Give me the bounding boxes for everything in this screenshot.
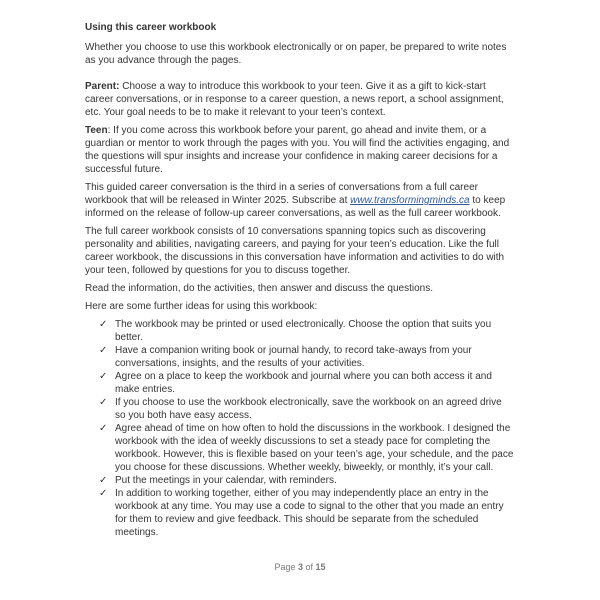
checkmark-icon: ✓ — [99, 475, 108, 486]
footer-word-of: of — [303, 562, 316, 572]
checklist-item — [85, 487, 515, 539]
checkmark-icon: ✓ — [99, 319, 108, 330]
read-paragraph — [85, 282, 515, 295]
series-paragraph-text-before: This guided career conversation is the third in a series of conversations from a full career workbook that will be released in Winter 2025. Subscribe at — [85, 182, 478, 206]
checkmark-icon: ✓ — [99, 423, 108, 434]
footer-page-number: 3 — [297, 562, 303, 572]
parent-lead-label: Parent: — [85, 81, 120, 92]
parent-paragraph — [85, 80, 515, 119]
ideas-intro-paragraph — [85, 300, 515, 313]
checkmark-icon: ✓ — [99, 345, 108, 356]
checklist-item — [85, 370, 515, 396]
checklist-item-text: In addition to working together, either of you may independently place an entry in the workbook at any time. You may use a code to signal to the other that you made an entry for them to review and give feedback. This should be separate from the scheduled meetings. — [115, 488, 504, 538]
checklist-item — [85, 344, 515, 370]
checklist-item — [85, 422, 515, 474]
checklist-item-text: If you choose to use the workbook electronically, save the workbook on an agreed drive so you both have easy access. — [115, 397, 502, 421]
section-heading: Using this career workbook — [85, 22, 217, 33]
ideas-intro-text: Here are some further ideas for using this workbook: — [85, 301, 318, 312]
document-body — [85, 21, 515, 539]
footer-page-total: 15 — [315, 562, 326, 572]
footer-word-page: Page — [274, 562, 298, 572]
checklist-item — [85, 396, 515, 422]
series-paragraph — [85, 181, 515, 220]
checklist-item-text: Put the meetings in your calendar, with reminders. — [115, 475, 337, 486]
transformingminds-link[interactable]: www.transformingminds.ca — [350, 195, 470, 206]
full-workbook-paragraph-text: The full career workbook consists of 10 conversations spanning topics such as discovering personality and abilities, navigating careers, and paying for your teen’s education. Like the full career workbook, the discussions in this conversation have information and activities to do with your teen, followed by questions for you to discuss together. — [85, 226, 505, 276]
teen-paragraph-text: : If you come across this workbook before your parent, go ahead and invite them, or a guardian or mentor to work through the pages with you. You will find the activities engaging, and the questions will spur insights and increase your confidence in making career decisions for a successful future. — [85, 125, 510, 175]
teen-paragraph — [85, 124, 515, 176]
checklist-item-text: The workbook may be printed or used electronically. Choose the option that suits you better. — [115, 319, 492, 343]
intro-paragraph-text: Whether you choose to use this workbook electronically or on paper, be prepared to write notes as you advance through the pages. — [85, 42, 507, 66]
teen-lead-label: Teen — [85, 125, 108, 136]
full-workbook-paragraph — [85, 225, 515, 277]
checkmark-icon: ✓ — [99, 397, 108, 408]
checkmark-icon: ✓ — [99, 488, 108, 499]
intro-paragraph — [85, 41, 515, 67]
page-number-footer — [0, 561, 600, 573]
checklist-item-text: Agree on a place to keep the workbook and journal where you can both access it and make entries. — [115, 371, 492, 395]
checklist-item — [85, 318, 515, 344]
series-paragraph-text-after: to keep informed on the release of follow-up career conversations, as well as the full career workbook. — [85, 195, 506, 219]
checkmark-icon: ✓ — [99, 371, 108, 382]
checklist-item-text: Agree ahead of time on how often to hold the discussions in the workbook. I designed the workbook with the idea of weekly discussions to set a steady pace for completing the workbook. However, this is flexible based on your teen’s age, your schedule, and the pace you choose for these discussions. Whether weekly, biweekly, or monthly, it’s your call. — [115, 423, 514, 473]
parent-paragraph-text: Choose a way to introduce this workbook to your teen. Give it as a gift to kick-start career conversations, or in response to a career question, a news report, a school assignment, etc. Your goal needs to be to make it relevant to your teen’s context. — [85, 81, 504, 118]
checklist-item-text: Have a companion writing book or journal handy, to record take-aways from your conversations, insights, and the results of your activities. — [115, 345, 472, 369]
checklist-item — [85, 474, 515, 487]
ideas-checklist — [85, 318, 515, 539]
read-paragraph-text: Read the information, do the activities, then answer and discuss the questions. — [85, 283, 433, 294]
